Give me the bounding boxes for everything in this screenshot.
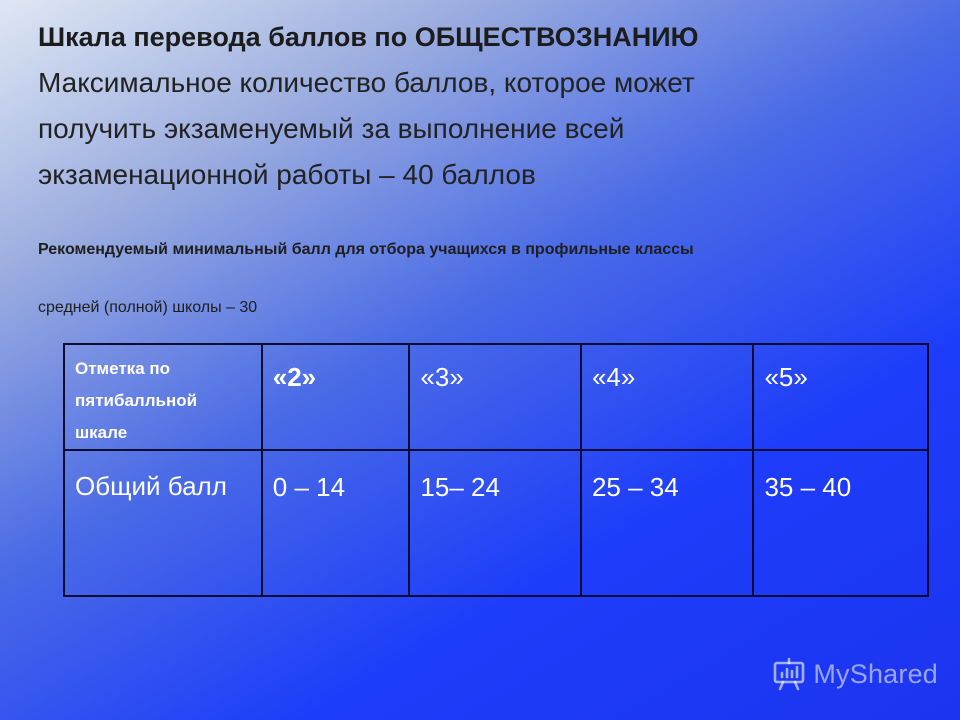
grade-cell-4: [581, 344, 754, 450]
table-row-scores: [64, 450, 928, 596]
score-range: 0 – 14: [272, 472, 346, 502]
score-range: 15– 24: [420, 472, 500, 502]
total-score-label: Общий балл: [75, 471, 227, 501]
score-range-cell: [262, 450, 410, 596]
score-range-cell: [409, 450, 581, 596]
grade-cell-5: [753, 344, 928, 450]
score-range-cell: [753, 450, 928, 596]
table-row-grades: [64, 344, 928, 450]
subtitle-line: экзаменационной работы – 40 баллов: [38, 159, 536, 190]
watermark-logo: [771, 656, 938, 692]
table-header-label-cell: [64, 344, 262, 450]
score-range: 25 – 34: [591, 472, 679, 502]
score-range: 35 – 40: [764, 472, 852, 502]
presentation-board-icon: [771, 656, 807, 692]
watermark-text: MyShared: [813, 658, 938, 689]
grade-value: «2»: [272, 362, 317, 392]
score-label-cell: [64, 450, 262, 596]
grade-conversion-table: [63, 343, 929, 597]
grade-value: «3»: [420, 362, 464, 392]
subtitle-line: получить экзаменуемый за выполнение всей: [38, 113, 625, 144]
grade-cell-3: [409, 344, 581, 450]
subtitle-line: Максимальное количество баллов, которое может: [38, 67, 695, 98]
grade-scale-label: Отметка по пятибалльной шкале: [75, 359, 198, 442]
grade-value: «4»: [591, 362, 636, 392]
grade-cell-2: [262, 344, 410, 450]
recommendation-note-line1: Рекомендуемый минимальный балл для отбора учащихся в профильные классы: [38, 241, 694, 258]
grade-value: «5»: [764, 362, 808, 392]
slide-title: Шкала перевода баллов по ОБЩЕСТВОЗНАНИЮ: [38, 22, 699, 52]
recommendation-note-line2: средней (полной) школы – 30: [38, 299, 258, 316]
score-range-cell: [581, 450, 754, 596]
slide-subtitle: [38, 60, 918, 198]
